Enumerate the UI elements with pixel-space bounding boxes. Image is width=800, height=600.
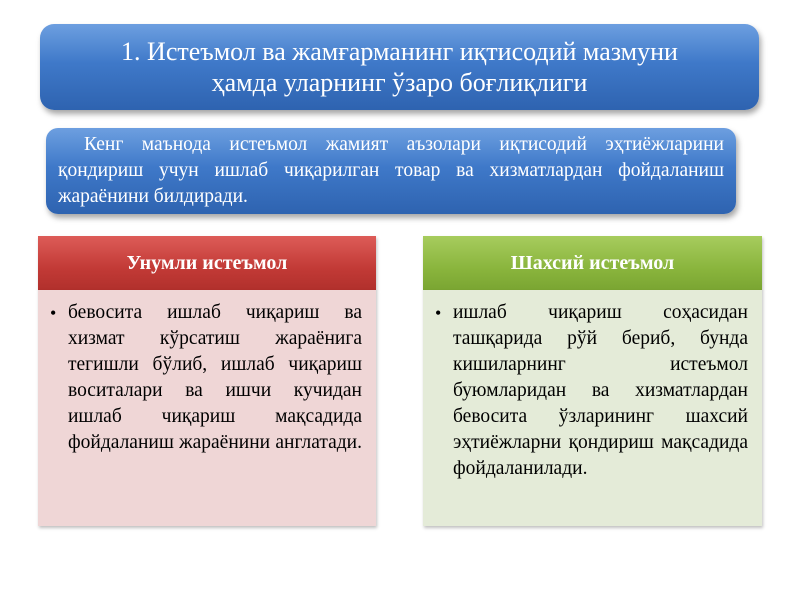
productive-consumption-body <box>38 290 376 526</box>
card-heading-label: Унумли истеъмол <box>126 251 288 274</box>
personal-consumption-body <box>423 290 762 526</box>
card-heading-label: Шахсий истеъмол <box>510 251 675 274</box>
title-line-1: 1. Истеъмол ва жамғарманинг иқтисодий мазмуни <box>121 37 678 66</box>
personal-consumption-heading <box>423 236 762 290</box>
card-body-text: бевосита ишлаб чиқариш ва хизмат кўрсатиш жараёнига тегишли бўлиб, ишлаб чиқариш воситалари ва ишчи кучидан ишлаб чиқариш мақсадида фойдаланиш жараёнини англатади. <box>68 302 362 453</box>
card-body-text: ишлаб чиқариш соҳасидан ташқарида рўй бериб, бунда кишиларнинг истеъмол буюмларидан ва хизматлардан бевосита ўзларининг шахсий эҳтиёжларни қондириш мақсадида фойдаланилади. <box>453 302 748 479</box>
productive-consumption-heading <box>38 236 376 290</box>
bullet-icon: • <box>435 303 442 323</box>
definition-text: Кенг маънода истеъмол жамият аъзолари иқтисодий эҳтиёжларини қондириш учун ишлаб чиқарилган товар ва хизматлардан фойдаланиш жараёнини билдиради. <box>58 134 724 207</box>
title-line-2: ҳамда уларнинг ўзаро боғлиқлиги <box>211 68 588 97</box>
bullet-icon: • <box>50 303 57 323</box>
definition-box <box>46 128 736 214</box>
slide-title <box>40 24 759 110</box>
